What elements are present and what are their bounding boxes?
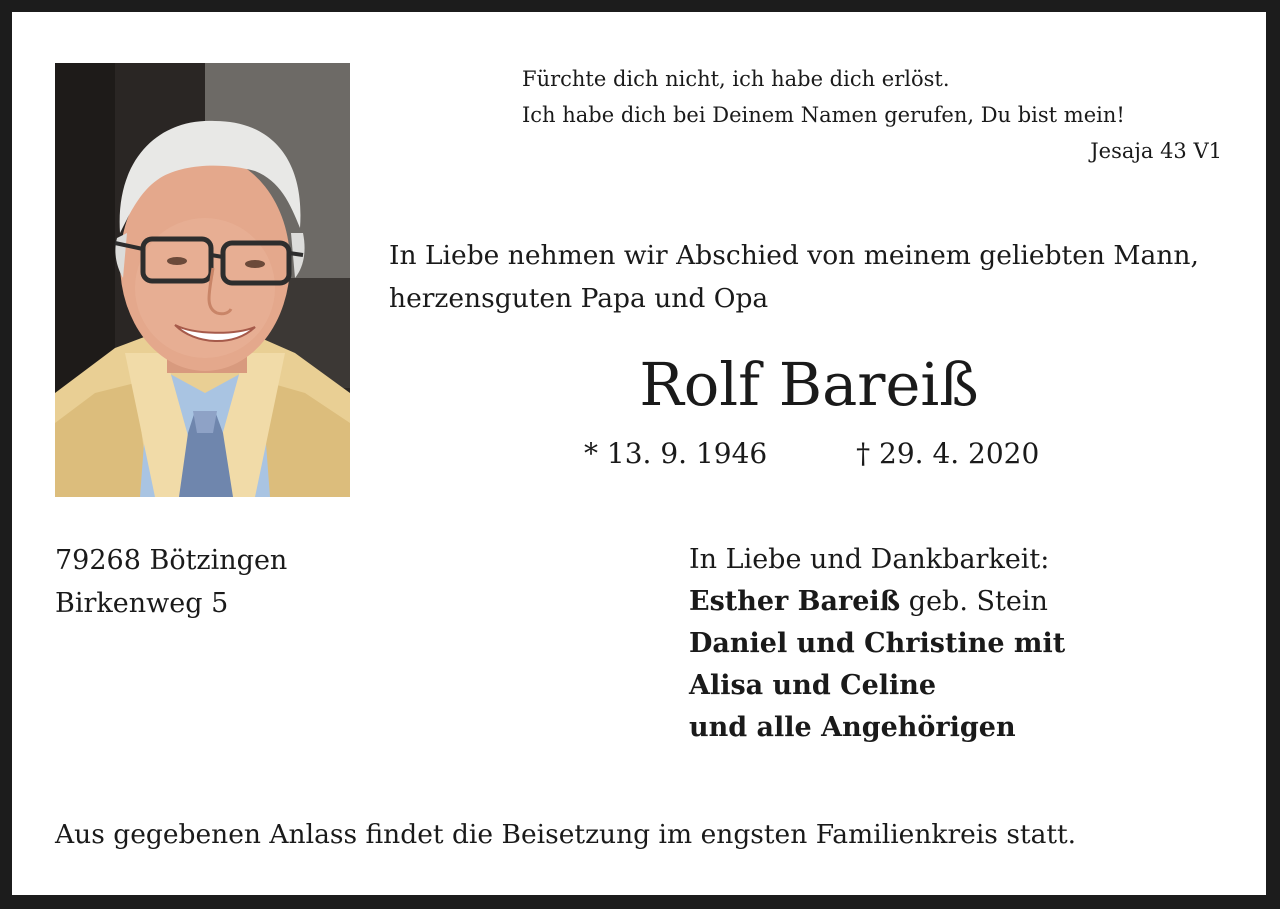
mourner-line-2 [689,623,1065,665]
verse-line-2: Ich habe dich bei Deinem Namen gerufen, Du bist mein! [522,103,1125,127]
farewell-line-2: herzensguten Papa und Opa [389,283,769,314]
death-date: † 29. 4. 2020 [856,437,1040,470]
farewell-text [389,234,1229,320]
address-street: Birkenweg 5 [55,588,229,619]
obituary-notice [12,12,1266,895]
mourners-block [689,539,1065,749]
verse-reference: Jesaja 43 V1 [1090,139,1222,163]
mourner-line-4-text: und alle Angehörigen [689,712,1016,743]
address-city: 79268 Bötzingen [55,545,288,576]
birth-date: * 13. 9. 1946 [584,437,768,470]
widow-maiden-name: geb. Stein [908,586,1048,617]
address-block [55,539,287,625]
mourner-line-3-text: Alisa und Celine [689,670,937,701]
mourner-line-2-text: Daniel und Christine mit [689,628,1066,659]
portrait-photo [55,63,350,497]
mourner-widow [689,581,1065,623]
farewell-line-1: In Liebe nehmen wir Abschied von meinem geliebten Mann, [389,240,1199,271]
funeral-note: Aus gegebenen Anlass findet die Beisetzung im engsten Familienkreis statt. [55,819,1077,850]
mourners-heading: In Liebe und Dankbarkeit: [689,544,1050,575]
bible-verse [522,61,1222,169]
mourner-line-4 [689,707,1065,749]
life-dates [584,434,1039,474]
deceased-name: Rolf Bareiß [639,350,979,419]
mourner-line-3 [689,665,1065,707]
verse-line-1: Fürchte dich nicht, ich habe dich erlöst. [522,67,950,91]
widow-name: Esther Bareiß [689,586,901,617]
